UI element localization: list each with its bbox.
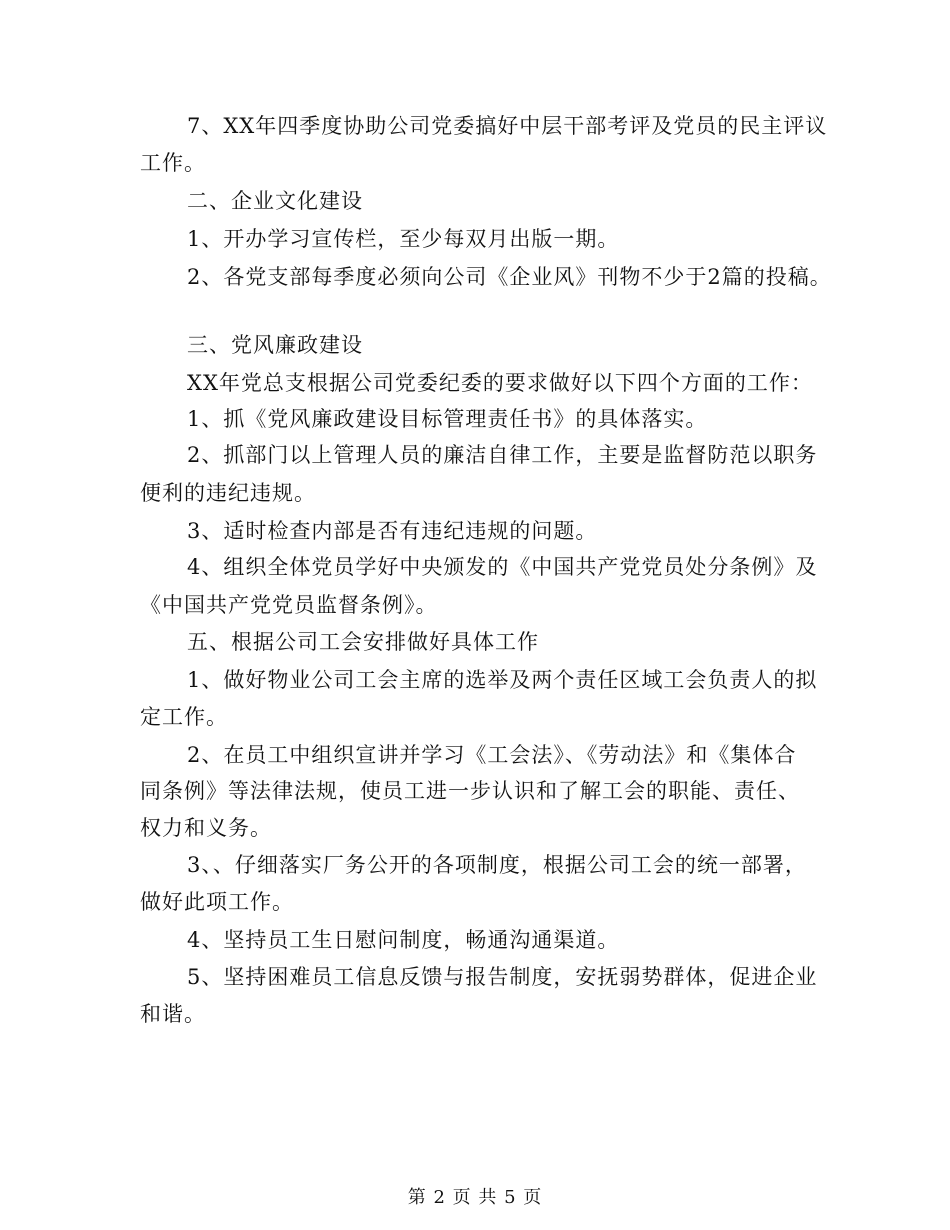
- text-line: 和谐。: [140, 1002, 206, 1026]
- text-line: XX年党总支根据公司党委纪委的要求做好以下四个方面的工作：: [187, 371, 813, 395]
- text-line: 2、在员工中组织宣讲并学习《工会法》、《劳动法》和《集体合: [187, 743, 797, 767]
- text-line: 3、适时检查内部是否有违纪违规的问题。: [187, 519, 598, 543]
- text-line: 工作。: [140, 151, 206, 175]
- text-line: 4、坚持员工生日慰问制度，畅通沟通渠道。: [187, 928, 620, 952]
- text-line: 定工作。: [140, 705, 228, 729]
- text-line: 3、、仔细落实厂务公开的各项制度，根据公司工会的统一部署，: [187, 853, 807, 877]
- text-line: 同条例》等法律法规，使员工进一步认识和了解工会的职能、责任、: [140, 779, 800, 803]
- text-line: 7、XX年四季度协助公司党委搞好中层干部考评及党员的民主评议: [187, 114, 828, 138]
- text-line: 2、抓部门以上管理人员的廉洁自律工作，主要是监督防范以职务: [187, 443, 818, 467]
- section-heading: 三、党风廉政建设: [187, 333, 363, 357]
- text-line: 便利的违纪违规。: [140, 481, 316, 505]
- text-line: 1、做好物业公司工会主席的选举及两个责任区域工会负责人的拟: [187, 668, 818, 692]
- text-line: 做好此项工作。: [140, 890, 294, 914]
- section-heading: 二、企业文化建设: [187, 189, 363, 213]
- page-number: 第 2 页 共 5 页: [407, 1187, 543, 1208]
- text-line: 5、坚持困难员工信息反馈与报告制度，安抚弱势群体，促进企业: [187, 965, 818, 989]
- text-line: 2、各党支部每季度必须向公司《企业风》刊物不少于2篇的投稿。: [187, 265, 832, 289]
- section-heading: 五、根据公司工会安排做好具体工作: [187, 630, 539, 654]
- text-line: 权力和义务。: [140, 816, 272, 840]
- text-line: 1、开办学习宣传栏，至少每双月出版一期。: [187, 227, 620, 251]
- text-line: 1、抓《党风廉政建设目标管理责任书》的具体落实。: [187, 407, 708, 431]
- text-line: 4、组织全体党员学好中央颁发的《中国共产党党员处分条例》及: [187, 555, 818, 579]
- text-line: 《中国共产党党员监督条例》。: [140, 593, 438, 617]
